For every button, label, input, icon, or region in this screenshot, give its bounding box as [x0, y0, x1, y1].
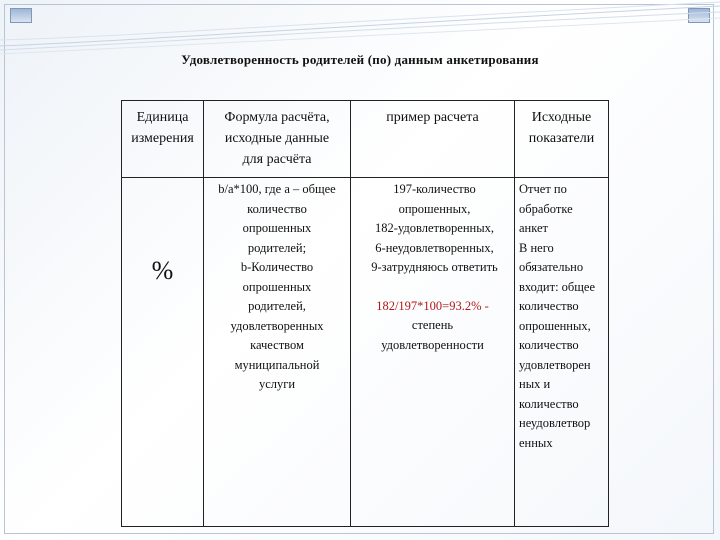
- source-line: обработке: [519, 201, 573, 216]
- unit-cell: %: [122, 178, 204, 527]
- formula-line: опрошенных: [242, 279, 312, 294]
- example-line: 6-неудовлетворенных,: [375, 240, 494, 255]
- data-table: [121, 100, 609, 527]
- header-text: измерения: [131, 131, 194, 146]
- table-row: [122, 178, 609, 527]
- example-result-line: степень: [411, 318, 454, 332]
- formula-line: количество: [247, 201, 307, 216]
- formula-line: b-Количество: [240, 260, 314, 274]
- header-formula: [204, 101, 351, 178]
- table-header-row: [122, 101, 609, 178]
- formula-line: родителей;: [247, 240, 307, 255]
- formula-line: родителей,: [248, 299, 306, 313]
- formula-line: удовлетворенных: [230, 318, 324, 333]
- decorative-swoosh-lines: [0, 0, 720, 60]
- header-text: исходные данные: [224, 131, 330, 146]
- header-source: [515, 101, 609, 178]
- source-line: неудовлетвор: [519, 416, 591, 430]
- example-result: 182/197*100=93.2% -: [376, 298, 489, 313]
- example-line: 9-затрудняюсь ответить: [371, 260, 498, 274]
- formula-line: b/a*100, где a – общее: [218, 182, 336, 196]
- example-result-line: удовлетворенности: [381, 337, 484, 352]
- source-line: В него: [519, 240, 554, 255]
- page-title: Удовлетворенность родителей (по) данным анкетирования: [181, 52, 539, 67]
- source-line: опрошенных,: [519, 318, 591, 333]
- formula-line: опрошенных: [242, 221, 312, 235]
- header-text: Формула расчёта,: [224, 110, 330, 125]
- example-line: опрошенных,: [398, 201, 471, 216]
- source-cell: [515, 178, 609, 527]
- formula-line: качеством: [250, 338, 304, 352]
- source-line: количество: [519, 299, 579, 313]
- example-cell: [351, 178, 515, 527]
- header-text: пример расчета: [386, 110, 479, 125]
- formula-line: услуги: [258, 377, 296, 391]
- example-line: 182-удовлетворенных,: [375, 221, 494, 235]
- source-line: количество: [519, 338, 579, 352]
- source-line: обязательно: [519, 260, 584, 274]
- header-text: показатели: [528, 131, 595, 146]
- header-example: [351, 101, 515, 178]
- source-line: ных и: [519, 377, 551, 391]
- formula-line: муниципальной: [234, 357, 320, 372]
- header-unit: [122, 101, 204, 178]
- example-line: 197-количество: [393, 182, 476, 196]
- source-line: входит: общее: [519, 279, 596, 294]
- header-text: Единица: [136, 110, 189, 125]
- source-line: енных: [519, 435, 553, 450]
- header-text: Исходные: [531, 110, 592, 125]
- formula-cell: [204, 178, 351, 527]
- header-text: для расчёта: [242, 152, 312, 167]
- source-line: анкет: [519, 221, 549, 235]
- source-line: удовлетворен: [519, 357, 591, 372]
- source-line: количество: [519, 396, 579, 411]
- source-line: Отчет по: [519, 182, 567, 196]
